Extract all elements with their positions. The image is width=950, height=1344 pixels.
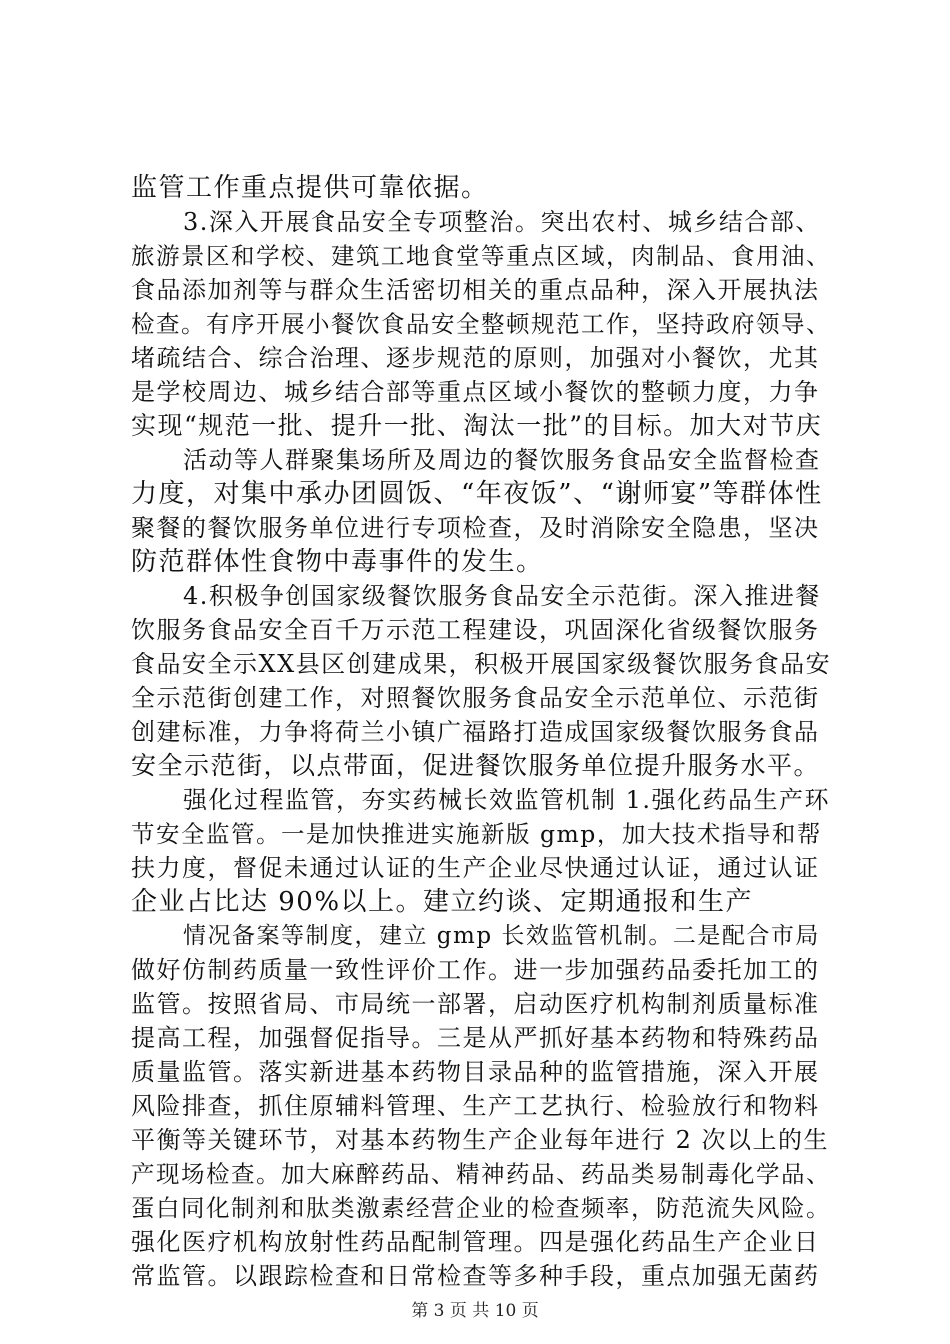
text-line: 聚餐的餐饮服务单位进行专项检查，及时消除安全隐患，坚决 <box>131 514 820 542</box>
text-line: 节安全监管。一是加快推进实施新版 gmp，加大技术指导和帮 <box>131 820 822 848</box>
text-line: 4.积极争创国家级餐饮服务食品安全示范街。深入推进餐 <box>183 582 821 610</box>
text-line: 全示范街创建工作，对照餐饮服务食品安全示范单位、示范街 <box>131 684 820 712</box>
text-line: 扶力度，督促未通过认证的生产企业尽快通过认证，通过认证 <box>131 854 820 882</box>
text-line: 监管。按照省局、市局统一部署，启动医疗机构制剂质量标准 <box>131 990 820 1018</box>
text-line: 常监管。以跟踪检查和日常检查等多种手段，重点加强无菌药 <box>131 1262 820 1290</box>
text-line: 食品安全示XX县区创建成果，积极开展国家级餐饮服务食品安 <box>131 650 832 678</box>
text-line: 防范群体性食物中毒事件的发生。 <box>131 547 544 577</box>
page-number-footer: 第 3 页 共 10 页 <box>411 1301 539 1321</box>
text-line: 情况备案等制度，建立 gmp 长效监管机制。二是配合市局 <box>183 923 820 949</box>
text-line: 3.深入开展食品安全专项整治。突出农村、城乡结合部、 <box>183 208 821 236</box>
text-line: 食品添加剂等与群众生活密切相关的重点品种，深入开展执法 <box>131 276 820 304</box>
text-line: 产现场检查。加大麻醉药品、精神药品、药品类易制毒化学品、 <box>131 1160 831 1188</box>
text-line: 企业占比达 90%以上。建立约谈、定期通报和生产 <box>131 887 754 917</box>
text-line: 监管工作重点提供可靠依据。 <box>131 173 489 203</box>
text-line: 提高工程，加强督促指导。三是从严抓好基本药物和特殊药品 <box>131 1024 820 1052</box>
text-line: 实现“规范一批、提升一批、淘汰一批”的目标。加大对节庆 <box>131 411 823 440</box>
text-line: 平衡等关键环节，对基本药物生产企业每年进行 2 次以上的生 <box>131 1126 830 1154</box>
text-line: 是学校周边、城乡结合部等重点区域小餐饮的整顿力度，力争 <box>131 378 820 406</box>
text-line: 蛋白同化制剂和肽类激素经营企业的检查频率，防范流失风险。 <box>131 1194 831 1222</box>
text-line: 饮服务食品安全百千万示范工程建设，巩固深化省级餐饮服务 <box>131 616 820 644</box>
text-line: 强化医疗机构放射性药品配制管理。四是强化药品生产企业日 <box>131 1228 820 1256</box>
text-line: 检查。有序开展小餐饮食品安全整顿规范工作，坚持政府领导、 <box>131 310 831 338</box>
text-line: 旅游景区和学校、建筑工地食堂等重点区域，肉制品、食用油、 <box>131 242 831 270</box>
text-line: 堵疏结合、综合治理、逐步规范的原则，加强对小餐饮，尤其 <box>131 344 820 372</box>
text-line: 活动等人群聚集场所及周边的餐饮服务食品安全监督检查 <box>183 446 821 474</box>
text-line: 力度，对集中承办团圆饭、“年夜饭”、“谢师宴”等群体性 <box>131 479 823 509</box>
text-line: 质量监管。落实新进基本药物目录品种的监管措施，深入开展 <box>131 1058 820 1086</box>
text-line: 安全示范街，以点带面，促进餐饮服务单位提升服务水平。 <box>131 751 821 780</box>
text-line: 做好仿制药质量一致性评价工作。进一步加强药品委托加工的 <box>131 956 820 984</box>
text-line: 风险排查，抓住原辅料管理、生产工艺执行、检验放行和物料 <box>131 1092 820 1120</box>
text-line: 创建标准，力争将荷兰小镇广福路打造成国家级餐饮服务食品 <box>131 718 820 746</box>
text-line: 强化过程监管，夯实药械长效监管机制 1.强化药品生产环 <box>183 786 831 814</box>
